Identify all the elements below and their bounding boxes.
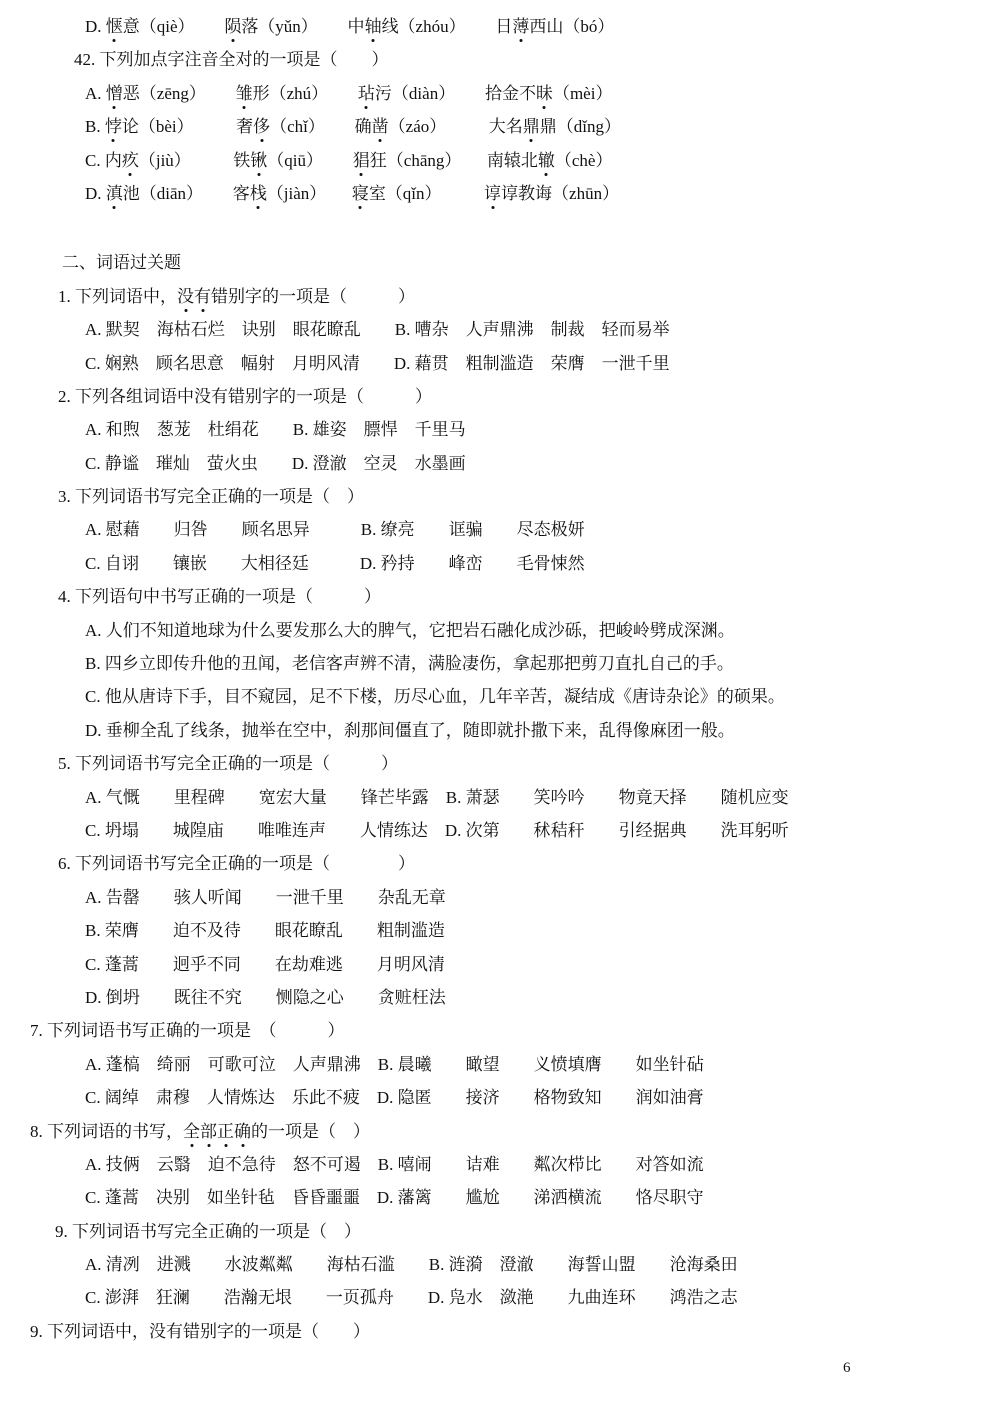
q5-options-cd: C. 坍塌 城隍庙 唯唯连声 人情练达 D. 次第 秫秸秆 引经据典 洗耳躬听 bbox=[85, 820, 789, 840]
pinyin-option-d-row: D. 惬意（qiè） 陨落（yǔn） 中轴线（zhóu） 日薄西山（bó） bbox=[85, 17, 615, 36]
emphasis-dotted-char: 惬 bbox=[105, 17, 123, 36]
q42-option-c: C. 内疚（jiù） 铁锹（qiū） 猖狂（chāng） 南辕北辙（chè） bbox=[85, 150, 613, 170]
emphasis-dotted-char: 侈 bbox=[253, 117, 271, 137]
q7-heading: 7. 下列词语书写正确的一项是 （ ） bbox=[30, 1021, 345, 1041]
emphasis-dotted-char: 栈 bbox=[249, 183, 267, 203]
emphasis-dotted-char: 玷 bbox=[357, 83, 375, 103]
emphasis-dotted-char: 确 bbox=[234, 1121, 251, 1141]
q1-options-cd: C. 娴熟 顾名思意 幅射 月明风清 D. 藉贯 粗制滥造 荣膺 一泄千里 bbox=[85, 353, 670, 373]
document-text-lines bbox=[0, 16, 992, 1354]
q42-option-a: A. 憎恶（zēng） 雏形（zhú） 玷污（diàn） 拾金不昧（mèi） bbox=[85, 83, 613, 103]
emphasis-dotted-char: 谆 bbox=[484, 183, 502, 203]
q8-options-ab: A. 技俩 云翳 迫不急待 怒不可遏 B. 嘻闹 诘难 粼次栉比 对答如流 bbox=[85, 1154, 704, 1174]
q42-option-d: D. 滇池（diān） 客栈（jiàn） 寝室（qǐn） 谆谆教诲（zhūn） bbox=[85, 183, 620, 203]
page-number: 6 bbox=[843, 1360, 851, 1376]
q6-option-c: C. 蓬蒿 迥乎不同 在劫难逃 月明风清 bbox=[85, 954, 445, 974]
q3-options-ab: A. 慰藉 归咎 顾名思异 B. 缭亮 诓骗 尽态极妍 bbox=[85, 520, 585, 540]
q4-option-b: B. 四乡立即传升他的丑闻，老信客声辨不清，满脸凄伤，拿起那把剪刀直扎自己的手。 bbox=[85, 654, 734, 674]
q5-heading: 5. 下列词语书写完全正确的一项是（ ） bbox=[58, 754, 398, 774]
q9-heading: 9. 下列词语书写完全正确的一项是（ ） bbox=[55, 1221, 361, 1241]
emphasis-dotted-char: 全 bbox=[183, 1121, 200, 1141]
q8-heading: 8. 下列词语的书写，全部正确的一项是（ ） bbox=[30, 1121, 370, 1141]
emphasis-dotted-char: 憎 bbox=[105, 83, 123, 103]
q9b-heading: 9. 下列词语中，没有错别字的一项是（ ） bbox=[30, 1321, 370, 1341]
q7-options-ab: A. 蓬槁 绮丽 可歌可泣 人声鼎沸 B. 晨曦 瞰望 义愤填膺 如坐针砧 bbox=[85, 1054, 704, 1074]
q9-options-ab: A. 清冽 进溅 水波粼粼 海枯石滥 B. 涟漪 澄澈 海誓山盟 沧海桑田 bbox=[85, 1255, 738, 1275]
q3-options-cd: C. 自诩 镶嵌 大相径廷 D. 矜持 峰峦 毛骨悚然 bbox=[85, 553, 585, 573]
q4-option-c: C. 他从唐诗下手，目不窥园，足不下楼，历尽心血，几年辛苦，凝结成《唐诗杂论》的硕果。 bbox=[85, 687, 785, 707]
emphasis-dotted-char: 有 bbox=[194, 286, 211, 306]
q42-option-b: B. 悖论（bèi） 奢侈（chǐ） 确凿（záo） 大名鼎鼎（dǐng） bbox=[85, 117, 621, 137]
q5-options-ab: A. 气慨 里程碑 宽宏大量 锋芒毕露 B. 萧瑟 笑吟吟 物竟天择 随机应变 bbox=[85, 787, 789, 807]
q4-heading: 4. 下列语句中书写正确的一项是（ ） bbox=[58, 587, 381, 607]
q8-options-cd: C. 蓬蒿 决别 如坐针毡 昏昏噩噩 D. 藩篱 尴尬 涕洒横流 恪尽职守 bbox=[85, 1188, 704, 1208]
emphasis-dotted-char: 滇 bbox=[105, 183, 123, 203]
emphasis-dotted-char: 昧 bbox=[535, 83, 553, 103]
q9-options-cd: C. 澎湃 狂澜 浩瀚无垠 一页孤舟 D. 凫水 潋滟 九曲连环 鸿浩之志 bbox=[85, 1288, 738, 1308]
emphasis-dotted-char: 雏 bbox=[235, 83, 253, 103]
emphasis-dotted-char: 锹 bbox=[250, 150, 268, 170]
q4-option-a: A. 人们不知道地球为什么要发那么大的脾气，它把岩石融化成沙砾，把峻岭劈成深渊。 bbox=[85, 620, 735, 640]
emphasis-dotted-char: 轴 bbox=[364, 17, 382, 36]
q2-heading: 2. 下列各组词语中没有错别字的一项是（ ） bbox=[58, 386, 432, 406]
emphasis-dotted-char: 没 bbox=[177, 286, 194, 306]
q4-option-d: D. 垂柳全乱了线条，抛举在空中，刹那间僵直了，随即就扑撒下来，乱得像麻团一般。 bbox=[85, 720, 735, 740]
emphasis-dotted-char: 正 bbox=[217, 1121, 234, 1141]
emphasis-dotted-char: 鼎 bbox=[522, 117, 540, 137]
q6-option-d: D. 倒坍 既往不究 恻隐之心 贪赃枉法 bbox=[85, 987, 446, 1007]
emphasis-dotted-char: 部 bbox=[200, 1121, 217, 1141]
section-2-heading: 二、词语过关题 bbox=[62, 253, 181, 273]
q7-options-cd: C. 阔绰 肃穆 人情炼达 乐此不疲 D. 隐匿 接济 格物致知 润如油膏 bbox=[85, 1088, 704, 1108]
emphasis-dotted-char: 辙 bbox=[537, 150, 555, 170]
emphasis-dotted-char: 薄 bbox=[512, 17, 530, 36]
q6-option-b: B. 荣膺 迫不及待 眼花瞭乱 粗制滥造 bbox=[85, 921, 445, 941]
emphasis-dotted-char: 陨 bbox=[224, 17, 242, 36]
q6-heading: 6. 下列词语书写完全正确的一项是（ ） bbox=[58, 854, 415, 874]
emphasis-dotted-char: 悖 bbox=[104, 117, 122, 137]
question-42-heading: 42. 下列加点字注音全对的一项是（ ） bbox=[74, 50, 389, 70]
q3-heading: 3. 下列词语书写完全正确的一项是（ ） bbox=[58, 487, 364, 507]
emphasis-dotted-char: 疚 bbox=[121, 150, 139, 170]
q1-heading: 1. 下列词语中，没有错别字的一项是（ ） bbox=[58, 286, 415, 306]
emphasis-dotted-char: 猖 bbox=[352, 150, 370, 170]
q1-options-ab: A. 默契 海枯石烂 诀别 眼花瞭乱 B. 嘈杂 人声鼎沸 制裁 轻而易举 bbox=[85, 320, 670, 340]
q2-options-cd: C. 静谧 璀灿 萤火虫 D. 澄澈 空灵 水墨画 bbox=[85, 453, 466, 473]
emphasis-dotted-char: 寝 bbox=[351, 183, 369, 203]
q2-options-ab: A. 和煦 葱茏 杜绢花 B. 雄姿 膘悍 千里马 bbox=[85, 420, 466, 440]
q6-option-a: A. 告罄 骇人听闻 一泄千里 杂乱无章 bbox=[85, 887, 446, 907]
emphasis-dotted-char: 凿 bbox=[371, 117, 389, 137]
